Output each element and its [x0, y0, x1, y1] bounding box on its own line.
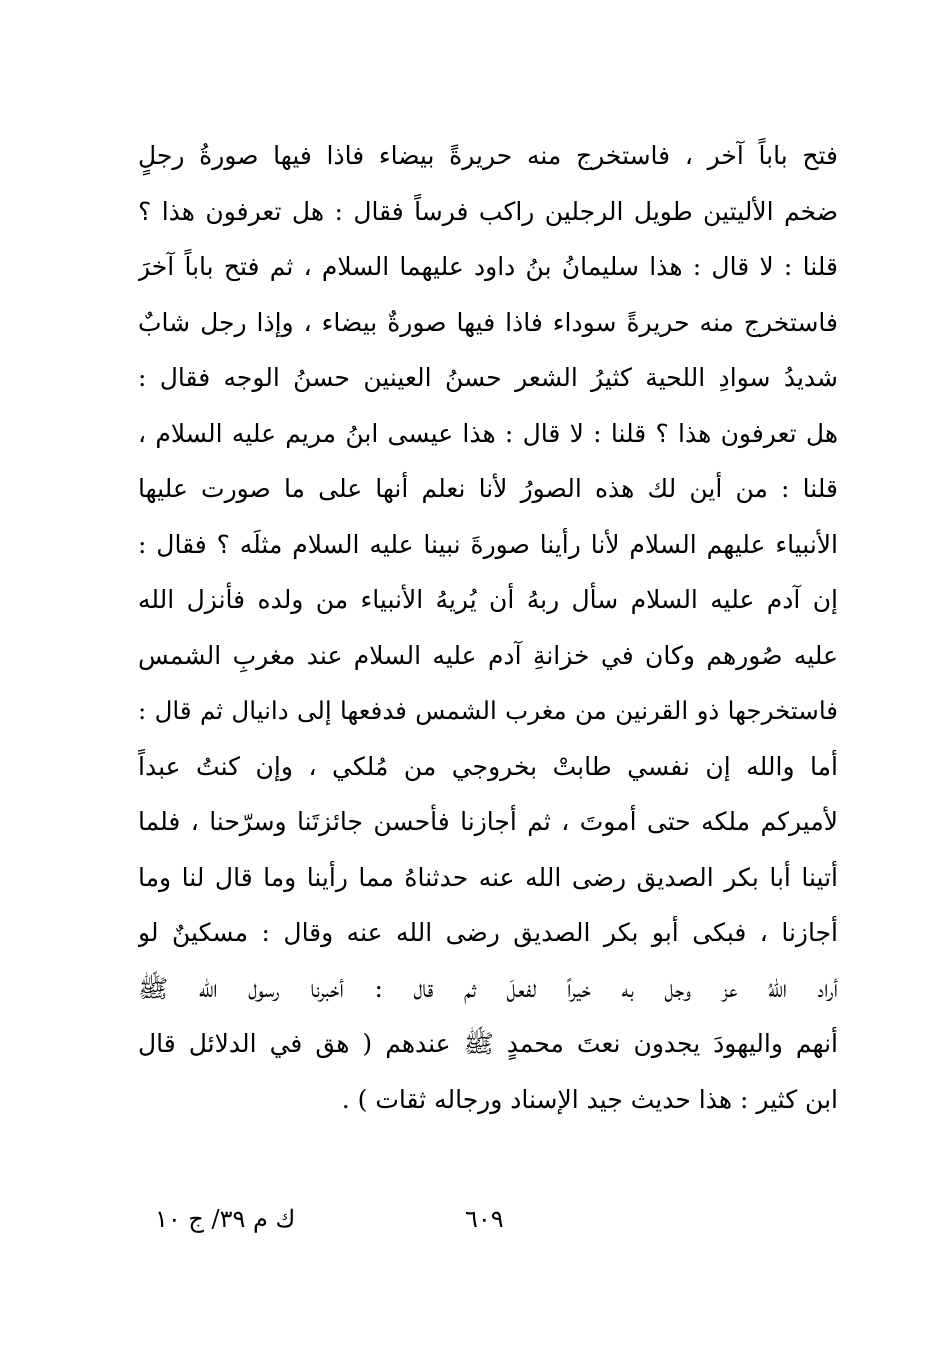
text-line-9: إن آدم عليه السلام سأل ربهُ أن يُريهُ الأنبياء من ولده فأنزل الله: [138, 585, 838, 614]
text-line-12: أما والله إن نفسي طابتْ بخروجي من مُلكي ، وإن كنتُ عبداً: [138, 751, 838, 781]
text-line-5: شديدُ سوادِ اللحية كثيرُ الشعر حسنُ العينين حسنُ الوجه فقال :: [138, 363, 838, 392]
text-line-17: أنهم واليهودَ يجدون نعتَ محمدٍ ﷺ عندهم ( هق في الدلائل قال: [138, 1029, 838, 1058]
page-number: ٦٠٩: [465, 1205, 504, 1233]
page-footer: [0, 1195, 931, 1245]
text-line-11: فاستخرجها ذو القرنين من مغرب الشمس فدفعها إلى دانيال ثم قال :: [138, 696, 838, 725]
text-line-14: أتينا أبا بكر الصديق رضى الله عنه حدثناهُ مما رأينا وما قال لنا وما: [138, 862, 838, 892]
text-line-15: أجازنا ، فبكى أبو بكر الصديق رضى الله عنه وقال : مسكينٌ لو: [138, 918, 838, 947]
text-line-16: أراد اللهُ عز وجل به خيراً لفعلَ ثم قال : أخبرنا رسول الله ﷺ: [138, 973, 838, 1003]
body-text: [138, 128, 838, 1127]
text-line-8: الأنبياء عليهم السلام لأنا رأينا صورةَ نبينا عليه السلام مثلَه ؟ فقال :: [138, 529, 838, 559]
text-line-10: عليه صُورهم وكان في خزانةِ آدم عليه السلام عند مغربِ الشمس: [138, 640, 838, 670]
text-line-18: ابن كثير : هذا حديث جيد الإسناد ورجاله ثقات ) .: [341, 1084, 838, 1114]
text-line-2: ضخم الأليتين طويل الرجلين راكب فرساً فقال : هل تعرفون هذا ؟: [138, 196, 838, 226]
text-line-3: قلنا : لا قال : هذا سليمانُ بنُ داود عليهما السلام ، ثم فتح باباً آخرَ: [138, 252, 838, 281]
text-line-7: قلنا : من أين لك هذه الصورُ لأنا نعلم أنها على ما صورت عليها: [138, 474, 838, 503]
text-line-1: فتح باباً آخر ، فاستخرج منه حريرةً بيضاء فاذا فيها صورةُ رجلٍ: [138, 141, 838, 170]
text-line-6: هل تعرفون هذا ؟ قلنا : لا قال : هذا عيسى ابنُ مريم عليه السلام ،: [138, 418, 838, 448]
text-line-4: فاستخرج منه حريرةً سوداء فاذا فيها صورةٌ بيضاء ، وإذا رجل شابٌ: [138, 307, 838, 337]
printer-signature-mark: ك م ٣٩/ ج ١٠: [155, 1205, 296, 1233]
text-line-13: لأميركم ملكه حتى أموتَ ، ثم أجازنا فأحسن جائزتَنا وسرّحنا ، فلما: [138, 807, 838, 836]
